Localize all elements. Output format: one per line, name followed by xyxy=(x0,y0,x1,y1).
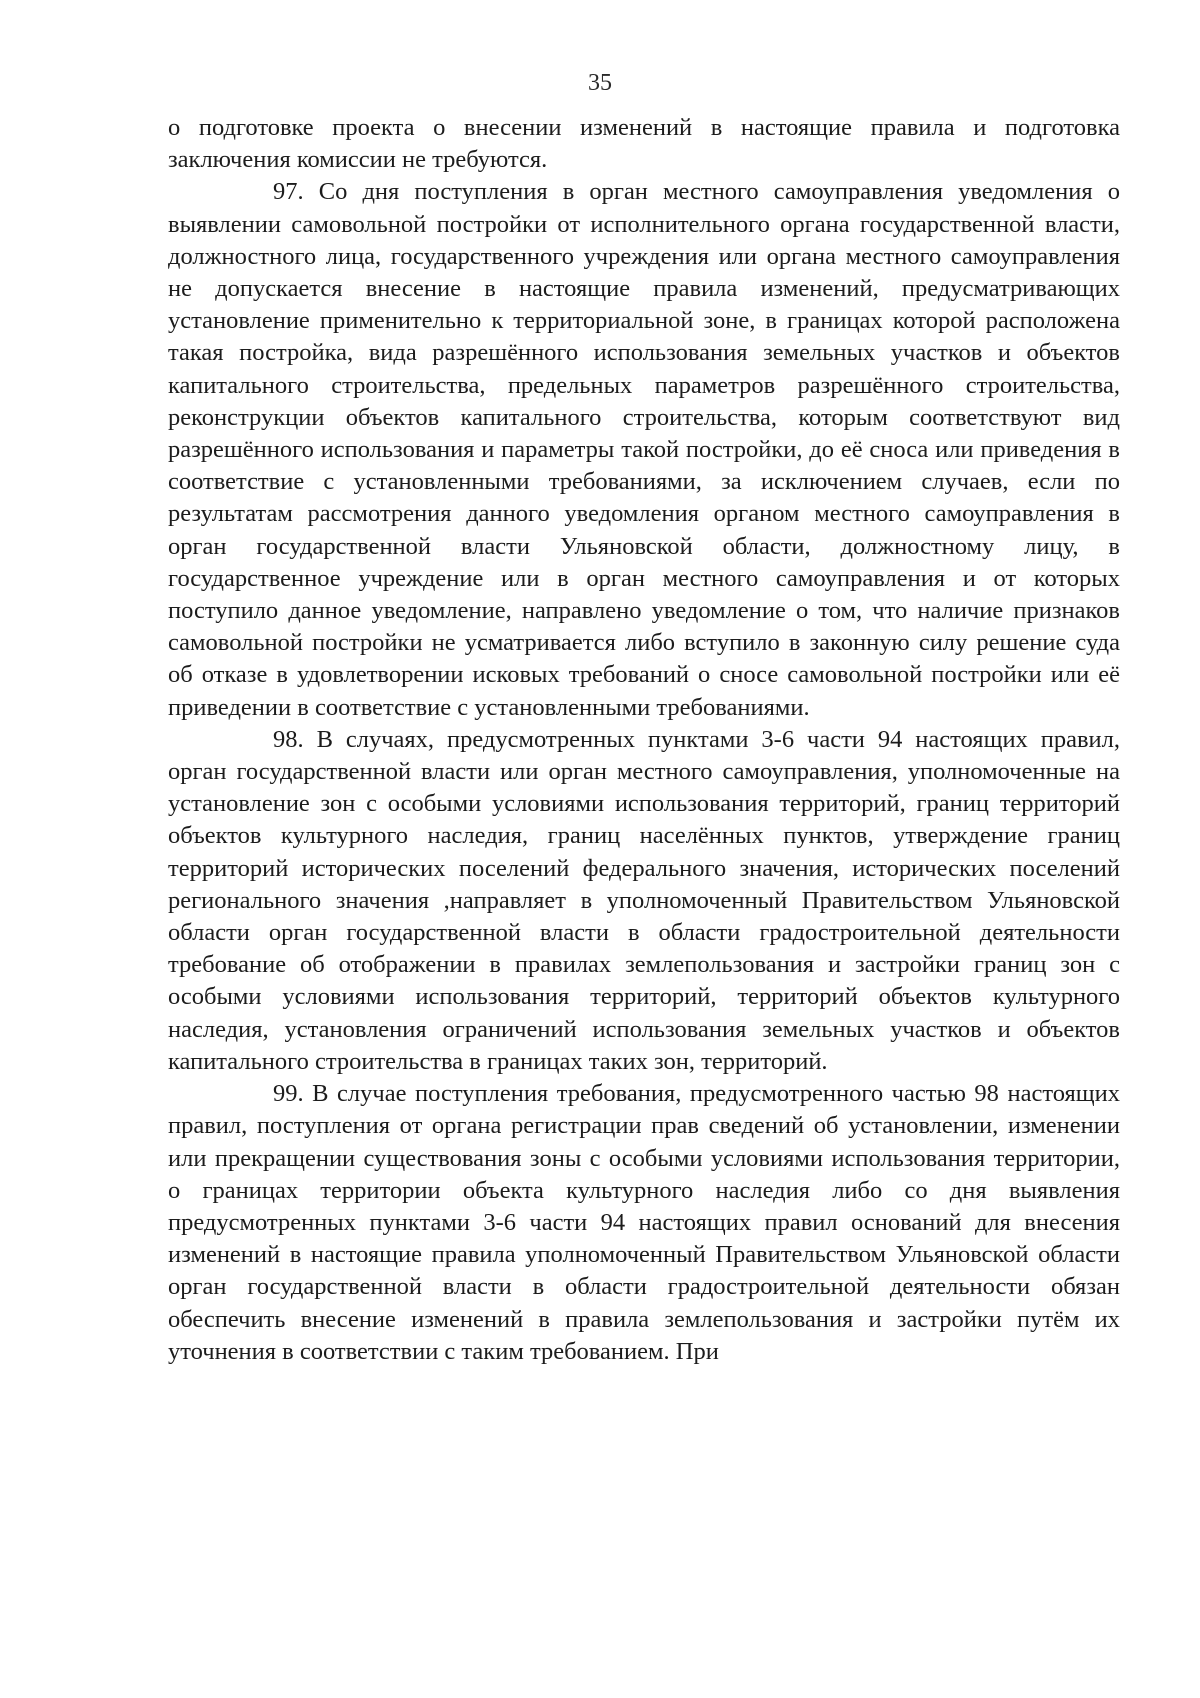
paragraph-number: 97. xyxy=(273,178,304,206)
document-body xyxy=(168,112,1120,1368)
paragraph-number: 98. xyxy=(273,725,304,753)
paragraph-98 xyxy=(168,724,1120,1078)
paragraph-text: Со дня поступления в орган местного самоуправления уведомления о выявлении самовольной постройки от исполнительного органа государственной власти, должностного лица, государственного учреждения или органа местного самоуправления не допускается внесение в настоящие правила изменений, предусматривающих установление применительно к территориальной зоне, в границах которой расположена такая постройка, вида разрешённого использования земельных участков и объектов капитального строительства, предельных параметров разрешённого строительства, реконструкции объектов капитального строительства, которым соответствуют вид разрешённого использования и параметры такой постройки, до её сноса или приведения в соответствие с установленными требованиями, за исключением случаев, если по результатам рассмотрения данного уведомления органом местного самоуправления в орган государственной власти Ульяновской области, должностному лицу, в государственное учреждение или в орган местного самоуправления и от которых поступило данное уведомление, направлено уведомление о том, что наличие признаков самовольной постройки не усматривается либо вступило в законную силу решение суда об отказе в удовлетворении исковых требований о сносе самовольной постройки или её приведении в соответствие с установленными требованиями. xyxy=(168,178,1121,721)
paragraph-number: 99. xyxy=(273,1080,304,1108)
paragraph-text: В случае поступления требования, предусмотренного частью 98 настоящих правил, поступления от органа регистрации прав сведений об установлении, изменении или прекращении существования зоны с особыми условиями использования территории, о границах территории объекта культурного наследия либо со дня выявления предусмотренных пунктами 3-6 части 94 настоящих правил оснований для внесения изменений в настоящие правила уполномоченный Правительством Ульяновской области орган государственной власти в области градостроительной деятельности обязан обеспечить внесение изменений в правила землепользования и застройки путём их уточнения в соответствии с таким требованием. При xyxy=(168,1080,1121,1365)
paragraph-text: В случаях, предусмотренных пунктами 3-6 части 94 настоящих правил, орган государственной власти или орган местного самоуправления, уполномоченные на установление зон с особыми условиями использования территорий, границ территорий объектов культурного наследия, границ населённых пунктов, утверждение границ территорий исторических поселений федерального значения, исторических поселений регионального значения ,направляет в уполномоченный Правительством Ульяновской области орган государственной власти в области градостроительной деятельности требование об отображении в правилах землепользования и застройки границ зон с особыми условиями использования территорий, территорий объектов культурного наследия, установления ограничений использования земельных участков и объектов капитального строительства в границах таких зон, территорий. xyxy=(168,725,1121,1075)
paragraph-continuation xyxy=(168,112,1120,176)
paragraph-99 xyxy=(168,1078,1120,1368)
paragraph-text: о подготовке проекта о внесении изменений в настоящие правила и подготовка заключения комиссии не требуются. xyxy=(168,114,1120,174)
page-number: 35 xyxy=(588,70,612,96)
paragraph-97 xyxy=(168,176,1120,723)
